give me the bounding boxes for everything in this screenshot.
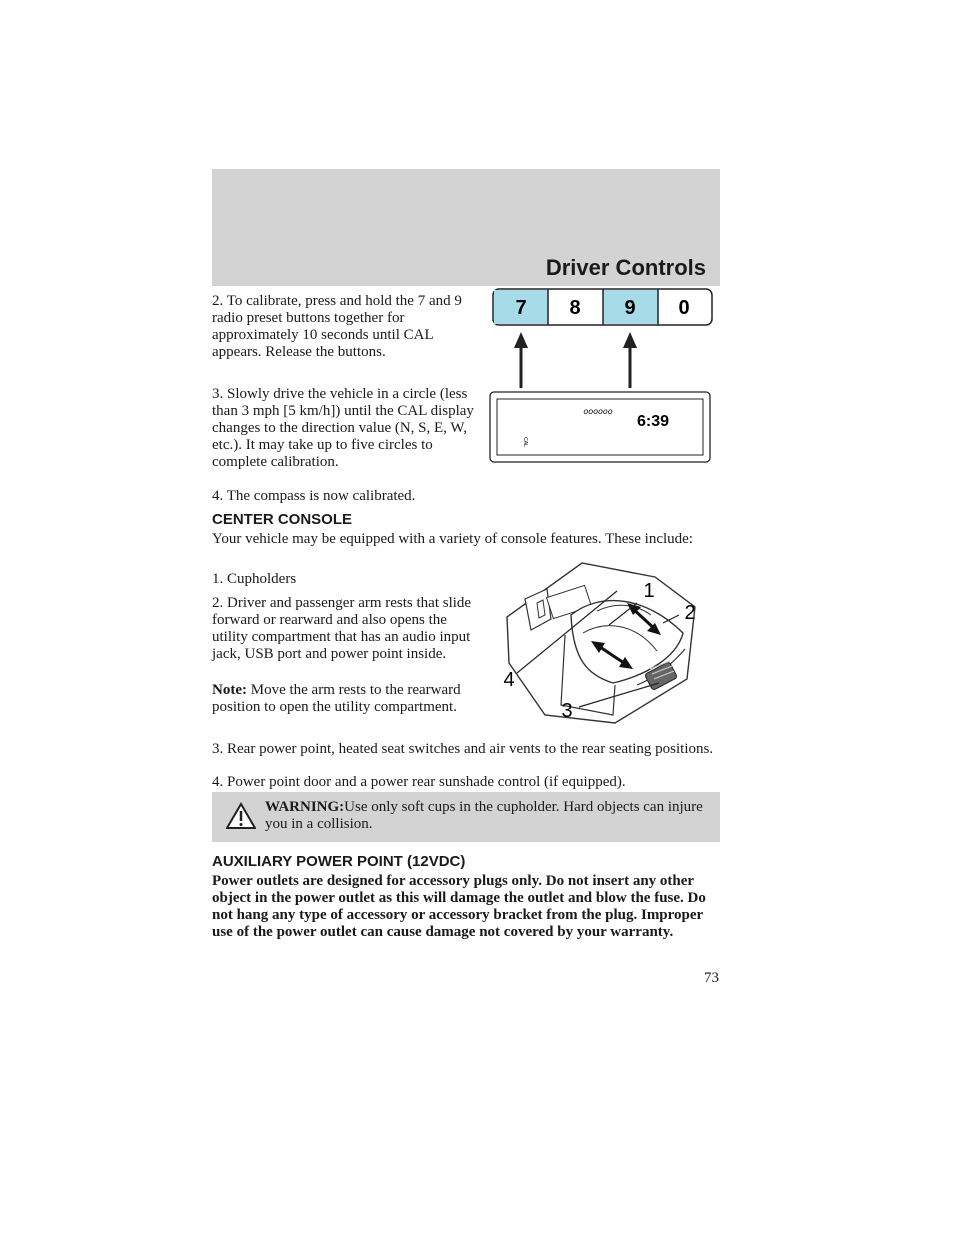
callout-1: 1 <box>643 580 655 602</box>
section-title: Driver Controls <box>545 255 706 280</box>
display-dots: oooooo <box>583 407 613 416</box>
callout-3: 3 <box>561 700 573 722</box>
section-header-band <box>212 169 720 286</box>
warning-box <box>212 792 720 842</box>
preset-label-0: 0 <box>678 297 690 319</box>
console-note <box>212 682 474 716</box>
aux-power-heading: AUXILIARY POWER POINT (12VDC) <box>212 853 466 870</box>
console-item-1: 1. Cupholders <box>212 571 297 587</box>
console-item-4: 4. Power point door and a power rear sunshade control (if equipped). <box>212 774 626 790</box>
center-console-heading: CENTER CONSOLE <box>212 511 353 528</box>
warning-text <box>265 799 705 833</box>
preset-label-9: 9 <box>624 297 636 319</box>
calibration-step-2: 2. To calibrate, press and hold the 7 and 9 radio preset buttons together for approximately 10 seconds until CAL appears. Release the buttons. <box>212 293 462 360</box>
note-text: Move the arm rests to the rearward position to open the utility compartment. <box>212 682 461 715</box>
warning-icon <box>226 802 256 830</box>
console-item-3: 3. Rear power point, heated seat switches and air vents to the rear seating positions. <box>212 741 714 757</box>
display-time: 6:39 <box>636 413 670 430</box>
page-number: 73 <box>704 970 719 986</box>
preset-label-8: 8 <box>569 297 581 319</box>
center-console-illustration <box>487 555 715 735</box>
radio-preset-buttons-figure <box>488 284 716 392</box>
preset-label-7: 7 <box>515 297 527 319</box>
callout-2: 2 <box>684 602 696 624</box>
calibration-step-4: 4. The compass is now calibrated. <box>212 488 416 504</box>
display-cal: CAL <box>522 437 528 447</box>
compass-display-figure <box>488 390 713 464</box>
callout-4: 4 <box>503 669 515 691</box>
aux-power-body: Power outlets are designed for accessory plugs only. Do not insert any other object in the power outlet as this will damage the outlet and blow the fuse. Do not hang any type of accessory or accessory bracket from the plug. Improper use of the power outlet can cause damage not covered by your warranty. <box>212 873 706 940</box>
note-label: Note: <box>212 682 247 698</box>
warning-label: WARNING: <box>265 799 345 815</box>
console-item-2: 2. Driver and passenger arm rests that slide forward or rearward and also opens the utility compartment that has an audio input jack, USB port and power point inside. <box>212 595 472 662</box>
calibration-step-3: 3. Slowly drive the vehicle in a circle (less than 3 mph [5 km/h]) until the CAL display changes to the direction value (N, S, E, W, etc.). It may take up to five circles to complete calibration. <box>212 386 474 470</box>
console-intro: Your vehicle may be equipped with a variety of console features. These include: <box>212 531 693 547</box>
warning-message: Use only soft cups in the cupholder. Hard objects can injure you in a collision. <box>265 799 703 832</box>
